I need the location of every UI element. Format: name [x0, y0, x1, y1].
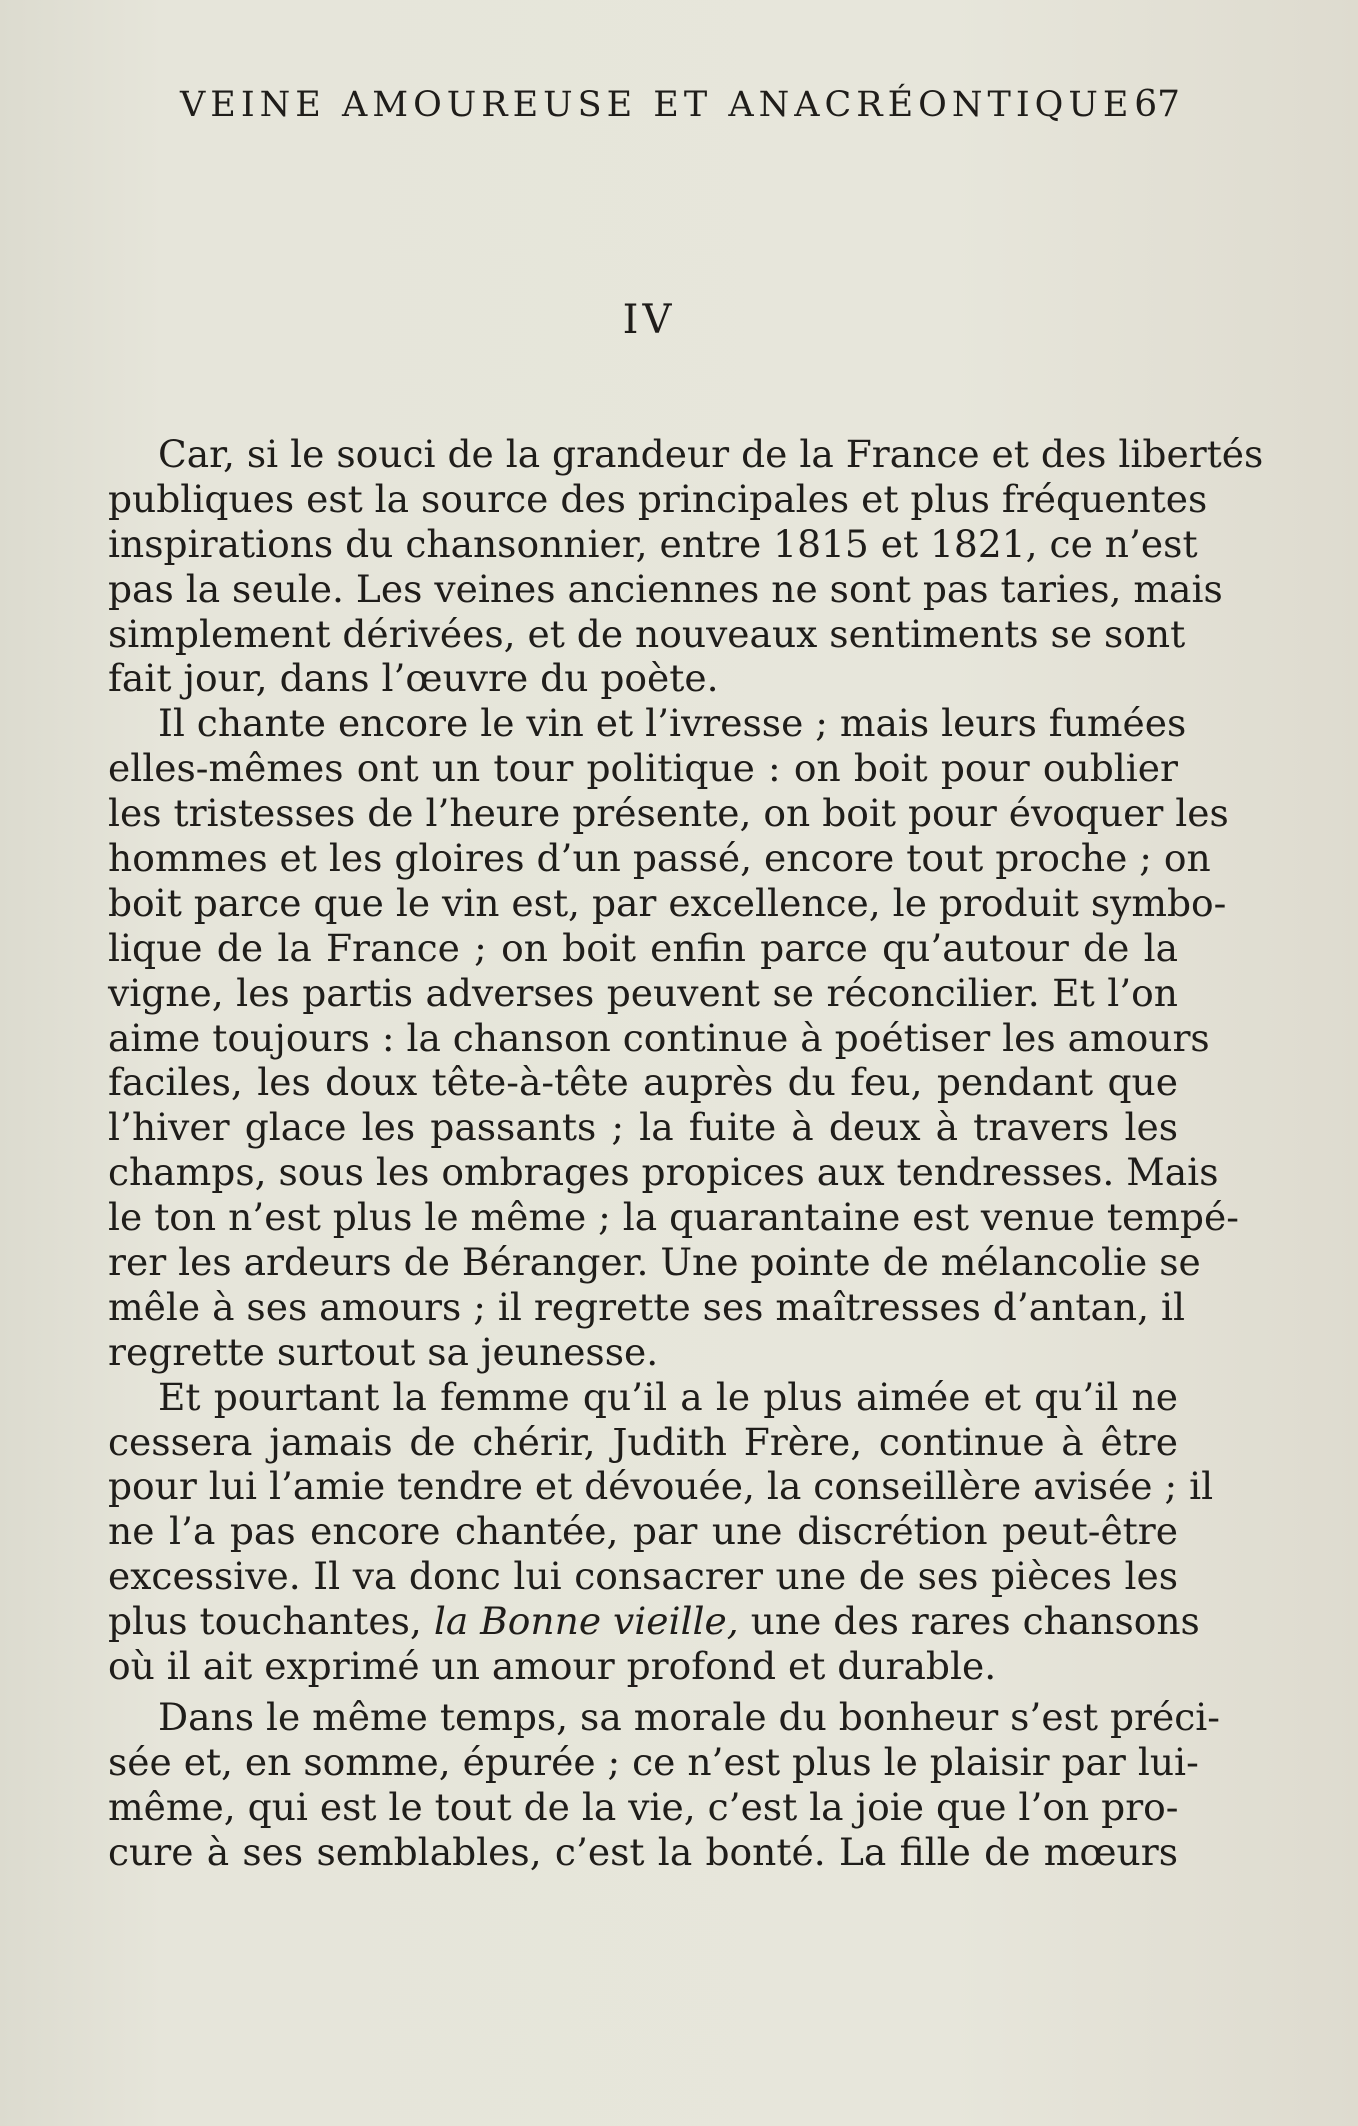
- text-line: Il chante encore le vin et l’ivresse ; mais leurs fumées: [158, 701, 1187, 746]
- text-line: inspirations du chansonnier, entre 1815 et 1821, ce n’est: [108, 521, 1198, 566]
- text-line: boit parce que le vin est, par excellence, le produit symbo-: [108, 880, 1227, 925]
- text-line: l’hiver glace les passants ; la fuite à deux à travers les: [108, 1105, 1178, 1150]
- text-line: regrette surtout sa jeunesse.: [108, 1329, 659, 1374]
- text-line: pour lui l’amie tendre et dévouée, la conseillère avisée ; il: [108, 1464, 1214, 1509]
- text-line: champs, sous les ombrages propices aux tendresses. Mais: [108, 1150, 1219, 1195]
- text-line: les tristesses de l’heure présente, on boit pour évoquer les: [108, 791, 1229, 836]
- page-number: 67: [1134, 84, 1180, 125]
- text-line: le ton n’est plus le même ; la quarantaine est venue tempé-: [108, 1195, 1239, 1240]
- text-line-with-title: [108, 1599, 1200, 1644]
- section-number: IV: [622, 297, 676, 343]
- text-line: même, qui est le tout de la vie, c’est la joie que l’on pro-: [108, 1784, 1179, 1829]
- text-line: cessera jamais de chérir, Judith Frère, continue à être: [108, 1419, 1178, 1464]
- paragraph: [108, 432, 1264, 701]
- text-line: publiques est la source des principales et plus fréquentes: [108, 476, 1208, 521]
- text-line: Car, si le souci de la grandeur de la France et des libertés: [158, 432, 1264, 476]
- paragraph: [108, 1694, 1220, 1875]
- text-line: hommes et les gloires d’un passé, encore tout proche ; on: [108, 836, 1211, 881]
- text-line: aime toujours : la chanson continue à poétiser les amours: [108, 1015, 1210, 1060]
- song-title: la Bonne vieille,: [433, 1599, 739, 1644]
- text-line: Dans le même temps, sa morale du bonheur s’est préci-: [158, 1694, 1220, 1739]
- text-line: lique de la France ; on boit enfin parce qu’autour de la: [108, 925, 1178, 970]
- text-fragment: plus touchantes,: [108, 1599, 422, 1644]
- text-line: pas la seule. Les veines anciennes ne sont pas taries, mais: [108, 566, 1223, 611]
- running-header: [180, 80, 1180, 130]
- text-line: où il ait exprimé un amour profond et durable.: [108, 1644, 997, 1689]
- body-text: [108, 432, 1264, 1875]
- text-line: simplement dérivées, et de nouveaux sentiments se sont: [108, 611, 1186, 656]
- text-line: cure à ses semblables, c’est la bonté. La fille de mœurs: [108, 1829, 1178, 1874]
- text-fragment: une des rares chansons: [750, 1599, 1200, 1644]
- running-title: VEINE AMOUREUSE ET ANACRÉONTIQUE: [180, 85, 1134, 125]
- text-line: ne l’a pas encore chantée, par une discrétion peut-être: [108, 1509, 1178, 1554]
- text-line: elles-mêmes ont un tour politique : on boit pour oublier: [108, 746, 1178, 791]
- paragraph: [108, 1374, 1214, 1689]
- text-line: excessive. Il va donc lui consacrer une de ses pièces les: [108, 1554, 1178, 1599]
- text-line: Et pourtant la femme qu’il a le plus aimée et qu’il ne: [158, 1374, 1178, 1419]
- text-line: sée et, en somme, épurée ; ce n’est plus le plaisir par lui-: [108, 1739, 1199, 1784]
- paragraph: [108, 701, 1239, 1374]
- text-line: faciles, les doux tête-à-tête auprès du feu, pendant que: [108, 1060, 1178, 1105]
- text-line: rer les ardeurs de Béranger. Une pointe de mélancolie se: [108, 1240, 1201, 1285]
- text-line: vigne, les partis adverses peuvent se réconcilier. Et l’on: [108, 970, 1178, 1015]
- text-line: fait jour, dans l’œuvre du poète.: [108, 656, 719, 701]
- text-line: mêle à ses amours ; il regrette ses maîtresses d’antan, il: [108, 1284, 1186, 1329]
